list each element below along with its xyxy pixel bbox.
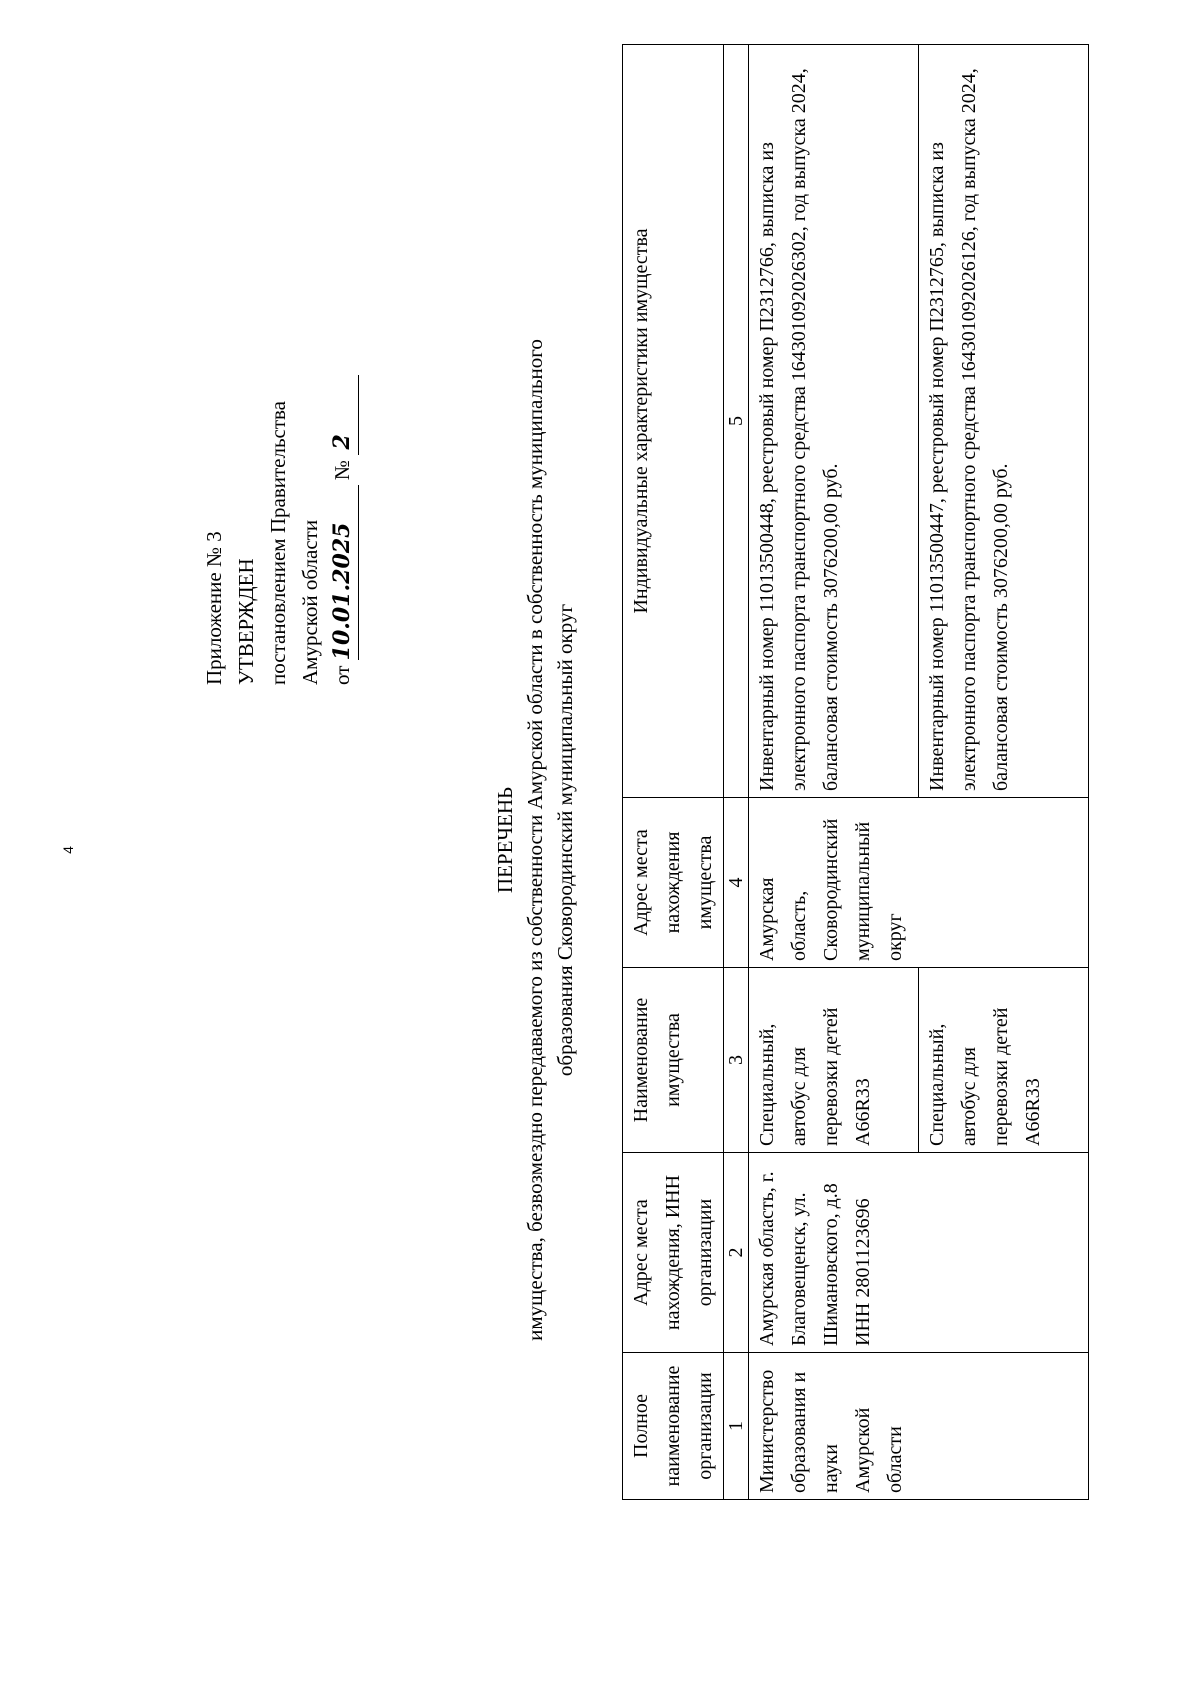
approval-date-line [326,305,359,685]
title-heading: ПЕРЕЧЕНЬ [493,786,517,894]
header-cell: Полное наименование организации [623,1353,724,1500]
approval-block [198,305,359,685]
property-address-cell: Амурская область, Сковородинский муниципальный округ [749,798,1089,968]
property-name-cell: Специальный, автобус для перевозки детей А66R33 [919,968,1089,1153]
decree-label: постановлением Правительства [266,400,290,685]
organization-cell: Министерство образования и науки Амурской области [749,1353,1089,1500]
header-cell: Наименование имущества [623,968,724,1153]
characteristics-cell: Инвентарный номер 11013500448, реестровый номер П2312766, выписка из электронного паспорта транспортного средства 164301092026302, год выпуска 2024, балансовая стоимость 3076200,00 руб. [749,45,919,798]
title-line-1: имущества, безвозмездно передаваемого из собственности Амурской области в собственность муниципального [523,339,547,1341]
property-table [622,44,1089,1500]
table-row [749,45,919,1500]
org-address-cell: Амурская область, г. Благовещенск, ул. Шимановского, д.8 ИНН 2801123696 [749,1153,1089,1353]
number-field [326,375,359,455]
header-cell: Адрес места нахождения, ИНН организации [623,1153,724,1353]
column-number: 1 [724,1353,749,1500]
page-number: 4 [60,846,76,854]
column-number: 3 [724,968,749,1153]
title-line-2: образования Сковородинский муниципальный округ [553,603,577,1077]
property-name-cell: Специальный, автобус для перевозки детей А66R33 [749,968,919,1153]
date-field [326,485,359,660]
column-number: 2 [724,1153,749,1353]
document-content [40,40,1160,1660]
document-title [490,180,580,1500]
characteristics-cell: Инвентарный номер 11013500447, реестровый номер П2312765, выписка из электронного паспорта транспортного средства 164301092026126, год выпуска 2024, балансовая стоимость 3076200,00 руб. [919,45,1089,798]
region-label: Амурской области [298,519,322,685]
handwritten-number: 2 [329,434,355,450]
approved-label: УТВЕРЖДЕН [234,558,258,685]
table-header-row [623,45,724,1500]
column-number: 5 [724,45,749,798]
header-cell: Индивидуальные характеристики имущества [623,45,724,798]
header-cell: Адрес места нахождения имущества [623,798,724,968]
number-prefix: № [330,460,354,481]
column-number: 4 [724,798,749,968]
column-number-row [724,45,749,1500]
date-prefix: от [330,665,354,685]
appendix-label: Приложение № 3 [202,531,226,685]
handwritten-date: 10.01.2025 [329,522,355,661]
